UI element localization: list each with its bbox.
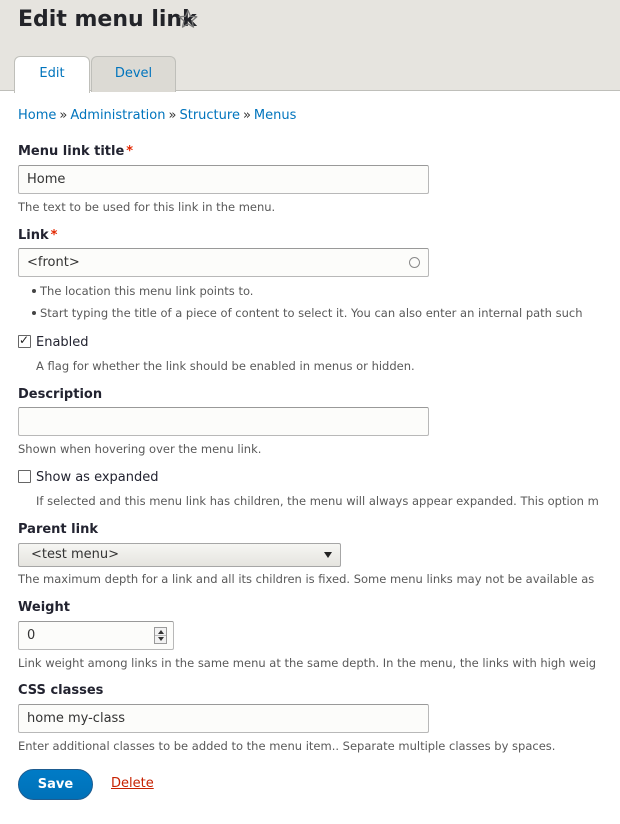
- weight-description: Link weight among links in the same menu at the same depth. In the menu, the links with high weig: [18, 656, 597, 670]
- breadcrumb-separator: »: [242, 108, 251, 123]
- number-spinner-icon[interactable]: [154, 627, 167, 644]
- weight-input[interactable]: [18, 621, 174, 650]
- save-button[interactable]: Save: [18, 769, 93, 800]
- breadcrumb: [18, 108, 296, 124]
- parent-link-description: The maximum depth for a link and all its children is fixed. Some menu links may not be available as: [18, 572, 595, 586]
- tab-edit[interactable]: Edit: [14, 56, 90, 93]
- link-help-item: Start typing the title of a piece of content to select it. You can also enter an internal path such: [40, 306, 583, 320]
- parent-link-select[interactable]: [18, 543, 341, 567]
- spin-down-icon[interactable]: [158, 637, 164, 641]
- breadcrumb-separator: »: [59, 108, 68, 123]
- description-field-description: Shown when hovering over the menu link.: [18, 442, 262, 456]
- menu-link-title-input[interactable]: Home: [18, 165, 429, 194]
- spin-up-icon[interactable]: [158, 630, 164, 634]
- parent-link-label: Parent link: [18, 522, 98, 537]
- star-icon[interactable]: [178, 9, 198, 29]
- breadcrumb-home[interactable]: Home: [18, 108, 57, 123]
- enabled-label[interactable]: Enabled: [36, 335, 89, 350]
- link-label-text: Link: [18, 228, 49, 243]
- delete-link[interactable]: Delete: [111, 776, 154, 791]
- autocomplete-throbber-icon: [409, 257, 420, 268]
- show-as-expanded-checkbox[interactable]: [18, 470, 31, 483]
- checkmark-icon: ✓: [19, 333, 30, 347]
- css-classes-input[interactable]: home my-class: [18, 704, 429, 733]
- breadcrumb-menus[interactable]: Menus: [253, 108, 297, 123]
- tab-devel[interactable]: Devel: [91, 56, 176, 92]
- description-input[interactable]: [18, 407, 429, 436]
- page-header: [0, 0, 620, 91]
- link-input[interactable]: [18, 248, 429, 277]
- menu-link-title-description: The text to be used for this link in the menu.: [18, 200, 276, 214]
- link-input-value: <front>: [27, 255, 80, 270]
- show-as-expanded-description: If selected and this menu link has children, the menu will always appear expanded. This option m: [36, 494, 599, 508]
- parent-link-selected: <test menu>: [31, 547, 120, 562]
- css-classes-description: Enter additional classes to be added to the menu item.. Separate multiple classes by spaces.: [18, 739, 556, 753]
- weight-value: 0: [27, 628, 36, 643]
- required-marker: *: [126, 144, 134, 159]
- enabled-checkbox[interactable]: [18, 335, 31, 348]
- breadcrumb-administration[interactable]: Administration: [70, 108, 166, 123]
- link-label: [18, 228, 57, 244]
- menu-link-title-label: [18, 144, 133, 160]
- breadcrumb-structure[interactable]: Structure: [179, 108, 240, 123]
- enabled-description: A flag for whether the link should be enabled in menus or hidden.: [36, 359, 415, 373]
- breadcrumb-separator: »: [168, 108, 177, 123]
- chevron-down-icon: [324, 552, 332, 558]
- menu-link-title-label-text: Menu link title: [18, 144, 125, 159]
- description-label: Description: [18, 387, 103, 402]
- link-help-item: The location this menu link points to.: [40, 284, 254, 298]
- required-marker: *: [50, 228, 58, 243]
- spinner-divider: [155, 635, 166, 636]
- weight-label: Weight: [18, 600, 70, 615]
- show-as-expanded-label[interactable]: Show as expanded: [36, 470, 159, 485]
- css-classes-label: CSS classes: [18, 683, 104, 698]
- page-title: Edit menu link: [18, 7, 197, 32]
